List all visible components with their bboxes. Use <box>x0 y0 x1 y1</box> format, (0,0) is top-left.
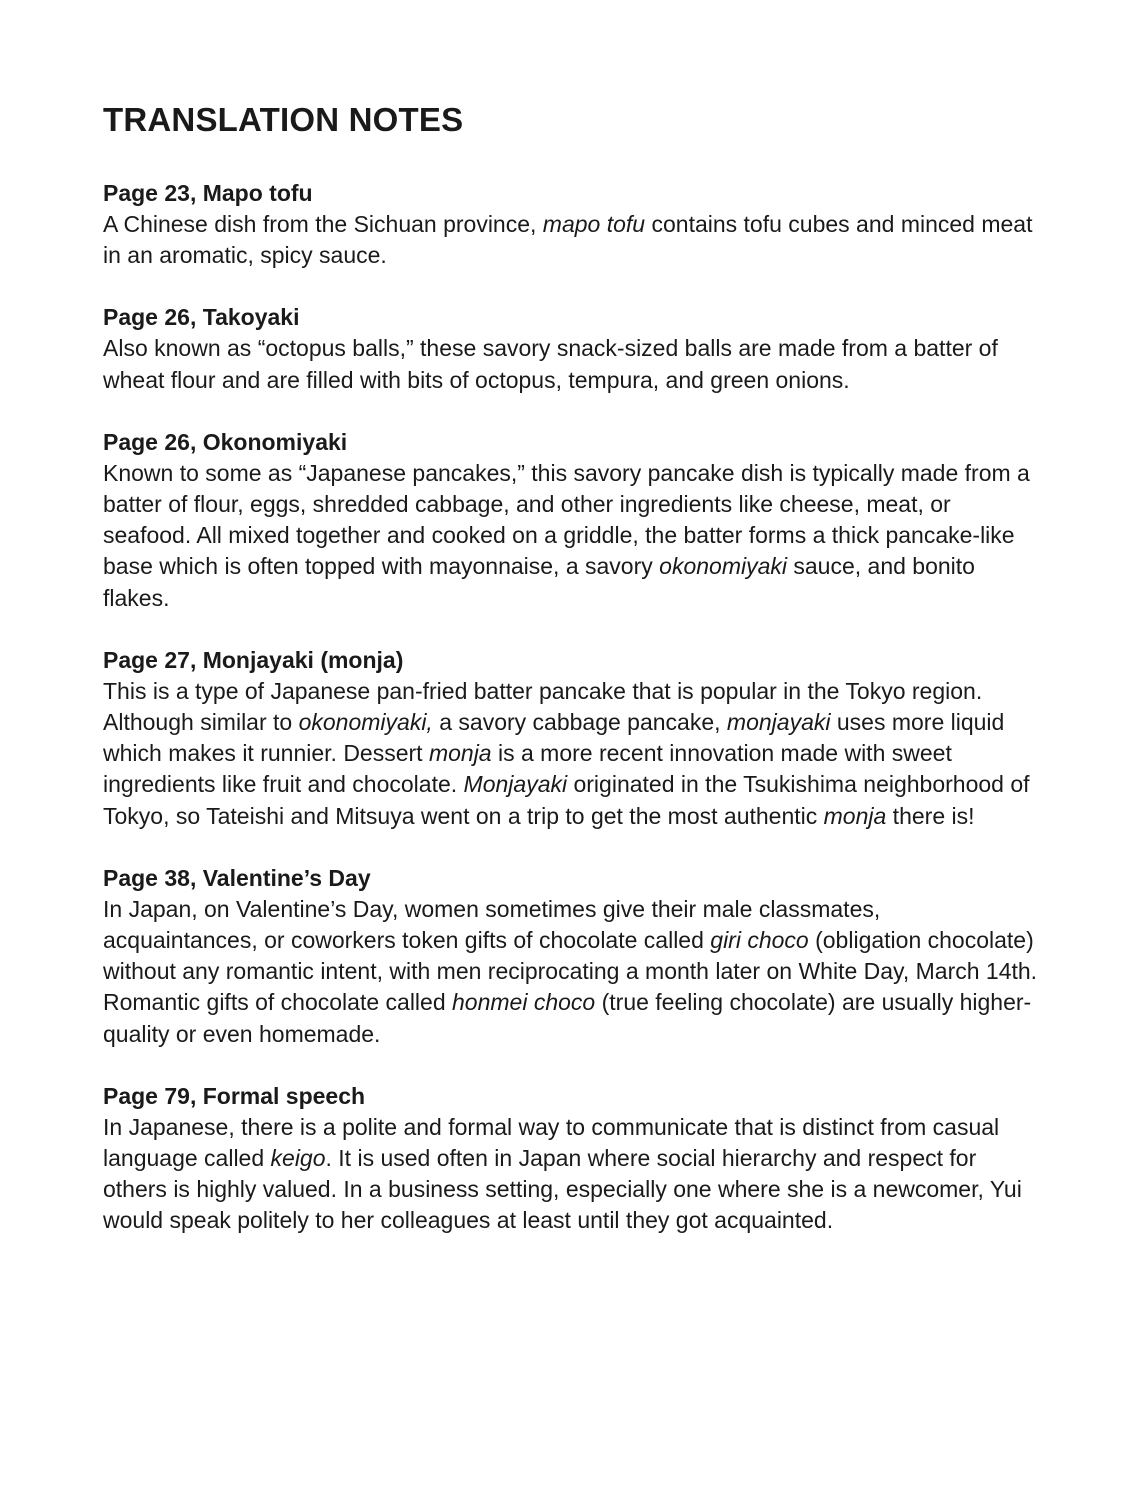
italic-term: giri choco <box>710 927 809 954</box>
body-text: there is! <box>886 802 975 829</box>
body-text: contains tofu cubes and minced meat in an aromatic, spicy sauce. <box>103 211 1033 269</box>
italic-term: monja <box>428 740 492 767</box>
body-text: is a more recent innovation made with sweet ingredients like fruit and chocolate. <box>103 740 952 798</box>
italic-term: monjayaki <box>726 709 831 736</box>
note-takoyaki <box>103 302 1038 395</box>
note-monjayaki <box>103 645 1038 832</box>
body-text: a savory cabbage pancake, <box>432 709 727 736</box>
italic-term: keigo <box>270 1145 326 1172</box>
note-okonomiyaki <box>103 427 1038 614</box>
note-body <box>103 333 1038 395</box>
italic-term: okonomiyaki <box>659 553 787 580</box>
note-body <box>103 894 1038 1050</box>
note-body <box>103 209 1038 271</box>
page-title: TRANSLATION NOTES <box>103 101 464 138</box>
note-heading: Page 27, Monjayaki (monja) <box>103 646 404 673</box>
note-heading: Page 26, Takoyaki <box>103 304 300 331</box>
note-heading: Page 38, Valentine’s Day <box>103 864 371 891</box>
body-text: (true feeling chocolate) are usually higher-quality or even homemade. <box>103 989 1032 1047</box>
body-text: uses more liquid which makes it runnier. Dessert <box>103 709 1005 767</box>
body-text: In Japan, on Valentine’s Day, women sometimes give their male classmates, acquaintances, or coworkers token gifts of chocolate called <box>103 895 881 954</box>
note-body <box>103 676 1038 832</box>
body-text: sauce, and bonito flakes. <box>103 553 975 611</box>
italic-term: monja <box>823 802 887 829</box>
note-body <box>103 1112 1038 1237</box>
italic-term: okonomiyaki, <box>298 709 433 736</box>
body-text: A Chinese dish from the Sichuan province, <box>103 211 543 237</box>
body-text: In Japanese, there is a polite and formal way to communicate that is distinct from casual language called <box>103 1113 1000 1172</box>
body-text: . It is used often in Japan where social hierarchy and respect for others is highly valued. In a business setting, especially one where she is a newcomer, Yui would speak politely to her colleagues at least until they got acquainted. <box>103 1145 1022 1234</box>
note-heading: Page 79, Formal speech <box>103 1082 366 1109</box>
body-text: Also known as “octopus balls,” these savory snack-sized balls are made from a batter of wheat flour and are filled with bits of octopus, tempura, and green onions. <box>103 335 998 393</box>
italic-term: honmei choco <box>452 989 596 1016</box>
body-text: Known to some as “Japanese pancakes,” this savory pancake dish is typically made from a batter of flour, eggs, shredded cabbage, and other ingredients like cheese, meat, or seafood. All mixed together and cooked on a griddle, the batter forms a thick pancake-like base which is often topped with mayonnaise, a savory <box>103 459 1030 580</box>
body-text: This is a type of Japanese pan-fried batter pancake that is popular in the Tokyo region. Although similar to <box>103 677 983 736</box>
document-page <box>103 100 1038 1268</box>
note-heading: Page 23, Mapo tofu <box>103 180 313 206</box>
body-text: originated in the Tsukishima neighborhood of Tokyo, so Tateishi and Mitsuya went on a trip to get the most authentic <box>103 771 1030 829</box>
body-text: (obligation chocolate) without any romantic intent, with men reciprocating a month later on White Day, March 14th. Romantic gifts of chocolate called <box>103 927 1038 1016</box>
note-formal-speech <box>103 1081 1038 1237</box>
italic-term: Monjayaki <box>463 771 568 798</box>
italic-term: mapo tofu <box>542 211 646 237</box>
note-heading: Page 26, Okonomiyaki <box>103 428 348 455</box>
note-mapo-tofu <box>103 178 1038 271</box>
note-body <box>103 458 1038 614</box>
note-valentines-day <box>103 863 1038 1050</box>
